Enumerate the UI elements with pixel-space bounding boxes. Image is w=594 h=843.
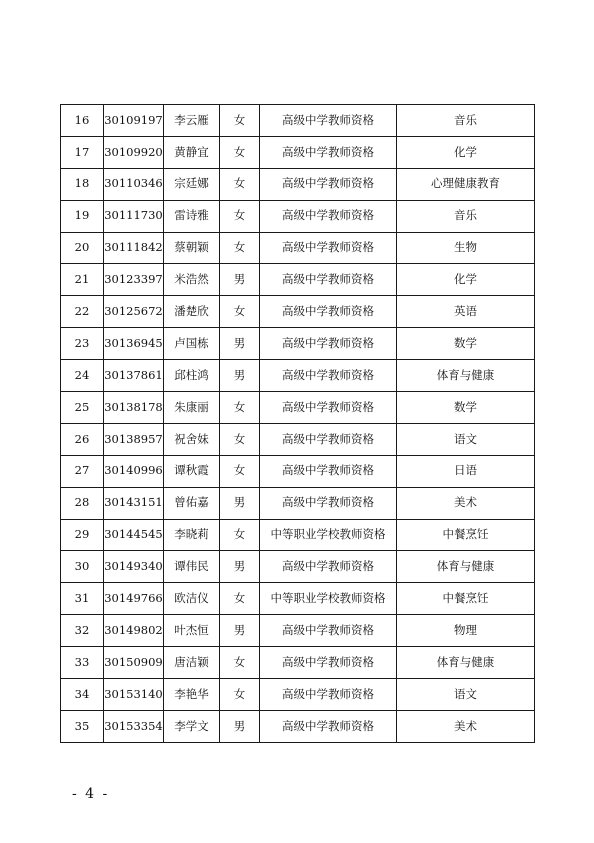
row-index-cell: 16 (61, 105, 104, 137)
row-index-cell: 21 (61, 264, 104, 296)
subject-cell: 物理 (397, 615, 535, 647)
candidate-name-cell: 欧洁仪 (164, 583, 220, 615)
row-index-cell: 28 (61, 487, 104, 519)
exam-id-cell: 30150909 (104, 647, 164, 679)
row-index-cell: 25 (61, 392, 104, 424)
candidate-name-cell: 朱康丽 (164, 392, 220, 424)
subject-cell: 美术 (397, 487, 535, 519)
page-number: - 4 - (72, 786, 110, 802)
gender-cell: 女 (220, 168, 260, 200)
gender-cell: 男 (220, 487, 260, 519)
certificate-type-cell: 高级中学教师资格 (260, 360, 397, 392)
table-row (61, 296, 535, 328)
gender-cell: 女 (220, 647, 260, 679)
certificate-type-cell: 高级中学教师资格 (260, 105, 397, 137)
candidate-name-cell: 唐洁颖 (164, 647, 220, 679)
row-index-cell: 23 (61, 328, 104, 360)
gender-cell: 男 (220, 615, 260, 647)
gender-cell: 女 (220, 679, 260, 711)
certificate-type-cell: 高级中学教师资格 (260, 328, 397, 360)
candidate-name-cell: 卢国栋 (164, 328, 220, 360)
exam-id-cell: 30138178 (104, 392, 164, 424)
candidate-name-cell: 黄静宜 (164, 136, 220, 168)
gender-cell: 男 (220, 328, 260, 360)
row-index-cell: 18 (61, 168, 104, 200)
table-row (61, 455, 535, 487)
exam-id-cell: 30123397 (104, 264, 164, 296)
candidate-name-cell: 曾佑嘉 (164, 487, 220, 519)
candidate-name-cell: 李晓莉 (164, 519, 220, 551)
subject-cell: 生物 (397, 232, 535, 264)
candidate-name-cell: 潘楚欣 (164, 296, 220, 328)
table-row (61, 392, 535, 424)
row-index-cell: 31 (61, 583, 104, 615)
subject-cell: 心理健康教育 (397, 168, 535, 200)
gender-cell: 女 (220, 392, 260, 424)
gender-cell: 女 (220, 200, 260, 232)
candidate-name-cell: 米浩然 (164, 264, 220, 296)
subject-cell: 数学 (397, 328, 535, 360)
exam-id-cell: 30136945 (104, 328, 164, 360)
certificate-type-cell: 高级中学教师资格 (260, 136, 397, 168)
table-row (61, 168, 535, 200)
gender-cell: 女 (220, 519, 260, 551)
table-row (61, 200, 535, 232)
exam-id-cell: 30149802 (104, 615, 164, 647)
row-index-cell: 20 (61, 232, 104, 264)
row-index-cell: 34 (61, 679, 104, 711)
subject-cell: 语文 (397, 679, 535, 711)
subject-cell: 语文 (397, 423, 535, 455)
certificate-type-cell: 高级中学教师资格 (260, 615, 397, 647)
gender-cell: 女 (220, 423, 260, 455)
gender-cell: 女 (220, 232, 260, 264)
certificate-type-cell: 高级中学教师资格 (260, 168, 397, 200)
exam-id-cell: 30140996 (104, 455, 164, 487)
table-row (61, 105, 535, 137)
subject-cell: 中餐烹饪 (397, 583, 535, 615)
row-index-cell: 32 (61, 615, 104, 647)
subject-cell: 日语 (397, 455, 535, 487)
gender-cell: 男 (220, 551, 260, 583)
subject-cell: 化学 (397, 264, 535, 296)
certificate-type-cell: 高级中学教师资格 (260, 200, 397, 232)
certificate-type-cell: 高级中学教师资格 (260, 392, 397, 424)
candidate-name-cell: 雷诗雅 (164, 200, 220, 232)
candidate-name-cell: 李学文 (164, 710, 220, 742)
subject-cell: 体育与健康 (397, 551, 535, 583)
row-index-cell: 26 (61, 423, 104, 455)
gender-cell: 女 (220, 136, 260, 168)
table-row (61, 551, 535, 583)
exam-id-cell: 30138957 (104, 423, 164, 455)
table-row (61, 615, 535, 647)
subject-cell: 英语 (397, 296, 535, 328)
row-index-cell: 17 (61, 136, 104, 168)
table-row (61, 136, 535, 168)
exam-id-cell: 30149340 (104, 551, 164, 583)
candidate-name-cell: 谭伟民 (164, 551, 220, 583)
candidate-name-cell: 谭秋霞 (164, 455, 220, 487)
gender-cell: 男 (220, 360, 260, 392)
candidate-name-cell: 宗廷娜 (164, 168, 220, 200)
certificate-type-cell: 中等职业学校教师资格 (260, 519, 397, 551)
certificate-type-cell: 高级中学教师资格 (260, 264, 397, 296)
candidate-table-body (61, 105, 535, 743)
candidate-table (60, 104, 535, 743)
candidate-name-cell: 邱柱鸿 (164, 360, 220, 392)
row-index-cell: 35 (61, 710, 104, 742)
exam-id-cell: 30125672 (104, 296, 164, 328)
certificate-type-cell: 高级中学教师资格 (260, 710, 397, 742)
subject-cell: 音乐 (397, 105, 535, 137)
gender-cell: 女 (220, 455, 260, 487)
candidate-name-cell: 李艳华 (164, 679, 220, 711)
certificate-type-cell: 高级中学教师资格 (260, 296, 397, 328)
certificate-type-cell: 中等职业学校教师资格 (260, 583, 397, 615)
candidate-name-cell: 叶杰恒 (164, 615, 220, 647)
gender-cell: 女 (220, 583, 260, 615)
subject-cell: 中餐烹饪 (397, 519, 535, 551)
certificate-type-cell: 高级中学教师资格 (260, 551, 397, 583)
exam-id-cell: 30149766 (104, 583, 164, 615)
subject-cell: 化学 (397, 136, 535, 168)
certificate-type-cell: 高级中学教师资格 (260, 423, 397, 455)
exam-id-cell: 30144545 (104, 519, 164, 551)
subject-cell: 美术 (397, 710, 535, 742)
table-row (61, 423, 535, 455)
exam-id-cell: 30153354 (104, 710, 164, 742)
table-row (61, 710, 535, 742)
table-row (61, 487, 535, 519)
gender-cell: 男 (220, 264, 260, 296)
certificate-type-cell: 高级中学教师资格 (260, 679, 397, 711)
row-index-cell: 19 (61, 200, 104, 232)
table-row (61, 328, 535, 360)
certificate-type-cell: 高级中学教师资格 (260, 647, 397, 679)
table-row (61, 519, 535, 551)
certificate-type-cell: 高级中学教师资格 (260, 487, 397, 519)
table-row (61, 679, 535, 711)
exam-id-cell: 30111730 (104, 200, 164, 232)
table-row (61, 360, 535, 392)
table-row (61, 232, 535, 264)
exam-id-cell: 30109197 (104, 105, 164, 137)
row-index-cell: 29 (61, 519, 104, 551)
gender-cell: 女 (220, 296, 260, 328)
table-row (61, 264, 535, 296)
exam-id-cell: 30143151 (104, 487, 164, 519)
candidate-name-cell: 蔡朝颖 (164, 232, 220, 264)
row-index-cell: 22 (61, 296, 104, 328)
table-row (61, 647, 535, 679)
row-index-cell: 33 (61, 647, 104, 679)
certificate-type-cell: 高级中学教师资格 (260, 232, 397, 264)
subject-cell: 数学 (397, 392, 535, 424)
candidate-name-cell: 祝舍妹 (164, 423, 220, 455)
gender-cell: 男 (220, 710, 260, 742)
row-index-cell: 27 (61, 455, 104, 487)
candidate-name-cell: 李云雁 (164, 105, 220, 137)
row-index-cell: 30 (61, 551, 104, 583)
exam-id-cell: 30109920 (104, 136, 164, 168)
exam-id-cell: 30110346 (104, 168, 164, 200)
exam-id-cell: 30153140 (104, 679, 164, 711)
row-index-cell: 24 (61, 360, 104, 392)
exam-id-cell: 30111842 (104, 232, 164, 264)
gender-cell: 女 (220, 105, 260, 137)
exam-id-cell: 30137861 (104, 360, 164, 392)
table-row (61, 583, 535, 615)
certificate-type-cell: 高级中学教师资格 (260, 455, 397, 487)
subject-cell: 音乐 (397, 200, 535, 232)
subject-cell: 体育与健康 (397, 360, 535, 392)
subject-cell: 体育与健康 (397, 647, 535, 679)
